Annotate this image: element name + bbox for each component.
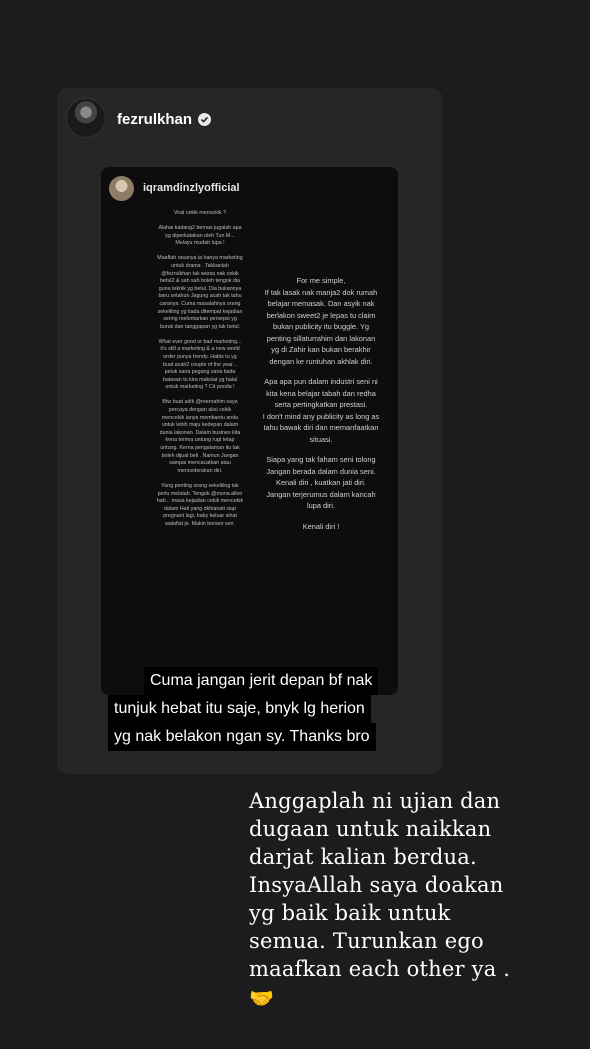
- story-paragraph: Apa apa pun dalam industri seni ni kita kena belajar tabah dan redha serta pertingkatkan prestasi. I don't mind any publicity as long as tahu bawak diri dan memanfaatkan situasi.: [262, 377, 380, 444]
- story-paragraph: Maaflah rasanya ia hanya marketing untuk drama . Takkanlah @fezrulkhan tak waras nak cekik betul2 & sah sah boleh tengok dia guna teknik yg betul. Dia bukannya baru setahun Jagung acah tak tahu caranya. Cuma masalahnya orang sekeliling yg tiada ditempat kejadian sering melontarkan persepsi yg buruk dan tanggapan yg tak betul.: [157, 255, 243, 330]
- username[interactable]: fezrulkhan: [117, 111, 193, 128]
- post-author[interactable]: [117, 111, 211, 128]
- overlay-line: Anggaplah ni ujian dan: [249, 789, 501, 813]
- story-text-right: [251, 275, 391, 541]
- overlay-line: yg baik baik untuk: [249, 901, 451, 925]
- overlay-line: InsyaAllah saya doakan: [249, 873, 504, 897]
- handshake-icon: 🤝: [249, 986, 275, 1010]
- story-paragraph: For me simple, If tak lasak nak manja2 dok rumah belajar memasak. Dan asyik nak berlakon sweet2 je lepas tu claim bukan publicity itu buggle. Yg penting sillaturrahim dan lakonan yg di Zahir kan bukan berakhir dengan ke runtuhan akhlak diri.: [264, 276, 378, 366]
- overlay-line: dugaan untuk naikkan: [249, 817, 492, 841]
- overlay-line: darjat kalian berdua.: [249, 845, 477, 869]
- story-paragraph: Siapa yang tak faham seni tolong Jangan berada dalam dunia seni. Kenali diri , kuatkan jati diri. Jangan terjerumus dalam kancah lupa diri.: [266, 455, 376, 510]
- avatar[interactable]: [109, 176, 134, 201]
- story-paragraph: Viral cekik mencekik ?: [173, 210, 227, 216]
- overlay-line: maafkan each other ya .: [249, 957, 511, 981]
- verified-badge-icon: [198, 113, 211, 126]
- caption-line: Cuma jangan jerit depan bf nak: [144, 667, 378, 695]
- username[interactable]: iqramdinzlyofficial: [143, 182, 240, 194]
- story-caption: [108, 667, 390, 751]
- story-overlay-text: [249, 787, 549, 1011]
- caption-line: tunjuk hebat itu saje, bnyk lg herion: [108, 695, 371, 723]
- caption-line: yg nak belakon ngan sy. Thanks bro: [108, 723, 376, 751]
- story-text-left: [141, 210, 259, 536]
- story-paragraph: Alahai kadang2 bernas jugalah apa yg diperkatakan oleh Tun M... Melayu mudah lupa !: [158, 225, 242, 247]
- story-paragraph: Kenali diri !: [302, 521, 340, 531]
- avatar[interactable]: [66, 98, 106, 138]
- story-paragraph: Yang penting orang sekeliling tak perlu melatah. Tengok @mona.allen hah... masa kejadian cekik mencekik dalam Hati yang dkhianati siap pregnant lagi, baby keluar sihat walafiat je. Makin berseri seri.: [156, 482, 244, 527]
- story-paragraph: Btw buat adik @reenrahim saya percaya dengan aksi cekik mencekik ianya membantu anda untuk lebih maju kedepan dalam dunia lakonan. Dalam busines kita kena terima untung rugi tetap untung. Kerna pengalaman itu tak boleh dijual beli . Namun Jangan sampai mencacatkan atau mencederakan diri.: [159, 399, 241, 474]
- reposted-story[interactable]: [101, 167, 398, 695]
- story-paragraph: What ever good or bad marketing... it's still a marketing & a new world order punya trendy. Habis tu yg buat acah2 couple of the year... peluk sana pegang sana tiada batasan tu kira maksiat yg halal untuk marketing ? Cit pooda !: [158, 338, 242, 391]
- overlay-line: semua. Turunkan ego: [249, 929, 484, 953]
